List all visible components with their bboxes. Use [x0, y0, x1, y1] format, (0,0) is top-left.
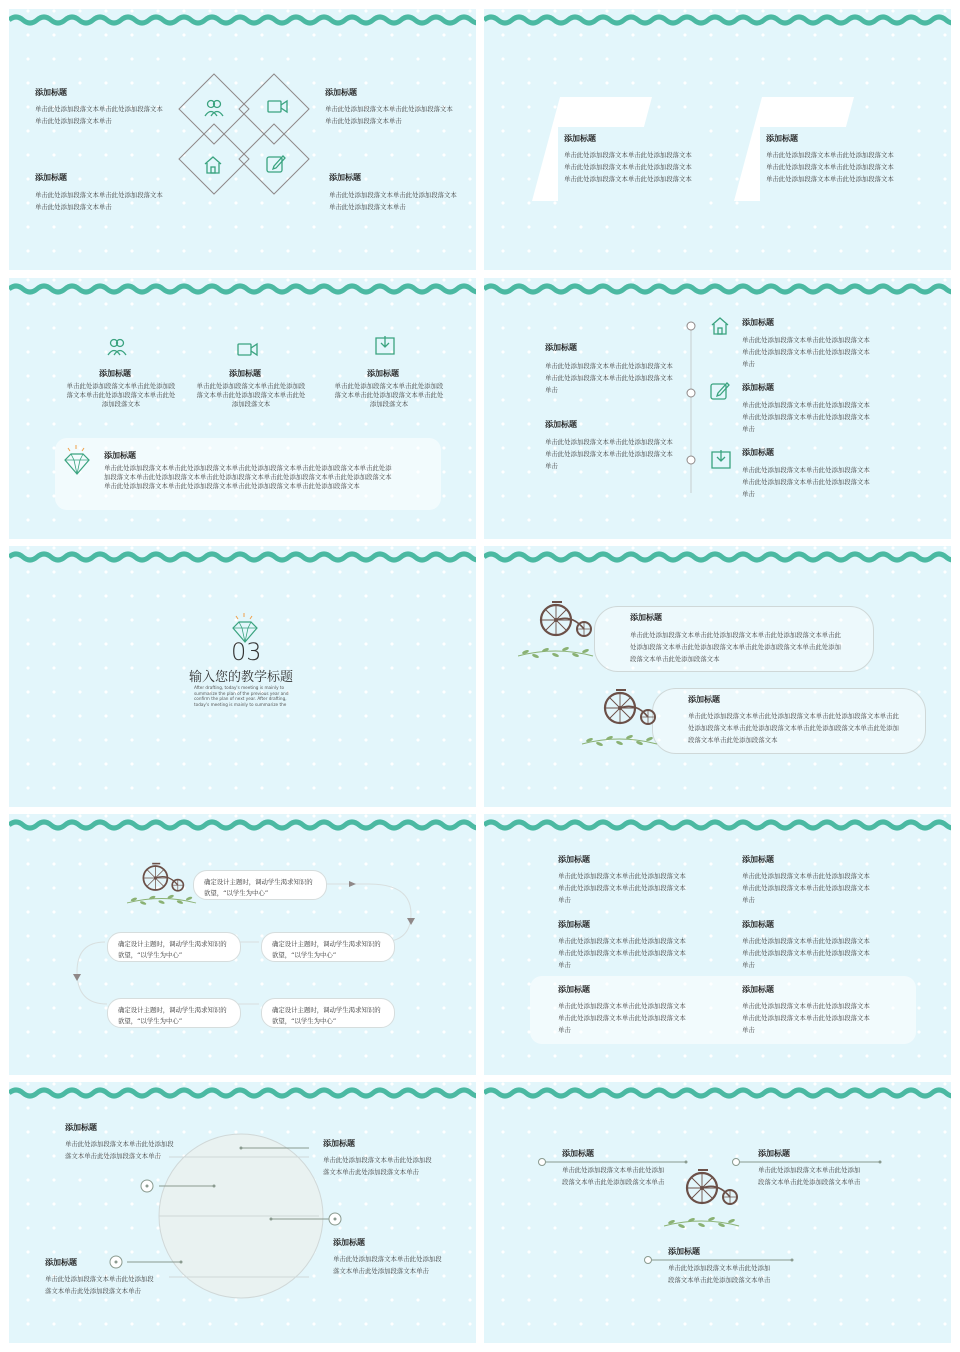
block-title: 添加标题: [99, 369, 131, 378]
connector-lines: [484, 1082, 951, 1343]
bicycle-icon: [602, 688, 662, 730]
slide-2[interactable]: [484, 9, 951, 270]
block-title: 添加标题: [325, 88, 357, 97]
video-icon: [267, 99, 289, 115]
block-text: 单击此处添加段落文本单击此处添加段落文本单击此处添加段落文本单击: [758, 1166, 861, 1186]
block-title: 添加标题: [758, 1149, 790, 1158]
block-title: 添加标题: [329, 173, 361, 182]
block-title: 添加标题: [668, 1247, 700, 1256]
step-pill: 确定设计主题时，调动学生渴求知识的欲望，“以学生为中心”: [261, 932, 395, 962]
step-pill: 确定设计主题时，调动学生渴求知识的欲望，“以学生为中心”: [193, 870, 327, 900]
bicycle-icon: [684, 1168, 746, 1210]
block-text: 单击此处添加段落文本单击此处添加段落文本单击此处添加段落文本单击: [333, 1255, 442, 1275]
block-title: 添加标题: [766, 134, 798, 143]
section-subtitle: After drafting, today's meeting is mainly to summarize the plan of the previous year and confirm the plan of next year. After drafting, today's meeting is mainly to summarize the: [194, 685, 289, 707]
edit-icon: [266, 154, 286, 174]
wave-border: [484, 814, 951, 836]
wave-border: [484, 278, 951, 300]
block-title: 添加标题: [229, 369, 261, 378]
block-title: 添加标题: [35, 173, 67, 182]
video-icon: [237, 342, 259, 358]
diamond-grid: [169, 64, 319, 204]
home-icon: [203, 155, 223, 175]
leaf-branch-icon: [518, 646, 598, 662]
diamond-icon: [61, 444, 91, 476]
block-title: 添加标题: [688, 695, 720, 704]
block-title: 添加标题: [545, 343, 577, 352]
block-title: 添加标题: [742, 383, 774, 392]
block-text: 单击此处添加段落文本单击此处添加段落文本单击此处添加段落文本单击此处添加段落文本单击: [742, 872, 870, 904]
slide-8[interactable]: [484, 814, 951, 1075]
block-text: 单击此处添加段落文本单击此处添加段落文本单击此处添加段落文本单击此处添加段落文本: [196, 382, 306, 408]
step-pill: 确定设计主题时，调动学生渴求知识的欲望，“以学生为中心”: [261, 998, 395, 1028]
block-title: 添加标题: [564, 134, 596, 143]
wave-border: [484, 9, 951, 31]
users-icon: [204, 99, 224, 117]
block-title: 添加标题: [367, 369, 399, 378]
block-title: 添加标题: [742, 920, 774, 929]
block-text: 单击此处添加段落文本单击此处添加段落文本单击此处添加段落文本单击此处添加段落文本单击: [558, 1002, 686, 1034]
block-title: 添加标题: [742, 985, 774, 994]
block-text: 单击此处添加段落文本单击此处添加段落文本单击此处添加段落文本单击此处添加段落文本单击此处添加段落文本单击此处添加段落文本: [766, 151, 894, 183]
block-title: 添加标题: [558, 855, 590, 864]
block-text: 单击此处添加段落文本单击此处添加段落文本单击此处添加段落文本单击: [562, 1166, 665, 1186]
block-title: 添加标题: [558, 985, 590, 994]
leaf-branch-icon: [127, 894, 199, 908]
block-text: 单击此处添加段落文本单击此处添加段落文本单击此处添加段落文本单击此处添加段落文本单击此处添加段落文本单击此处添加段落文本单击此处添加段落文本单击此处添加段落文本: [630, 631, 841, 663]
block-text: 单击此处添加段落文本单击此处添加段落文本单击此处添加段落文本单击此处添加段落文本单击此处添加段落文本单击此处添加段落文本单击此处添加段落文本单击此处添加段落文本单击此处添加段落文本单击此处添加段落文本单击此处添加段落文本单击此处添加段落文本单击此处添加段落文本: [104, 464, 392, 490]
block-text: 单击此处添加段落文本单击此处添加段落文本单击此处添加段落文本单击: [65, 1140, 174, 1160]
block-text: 单击此处添加段落文本单击此处添加段落文本单击此处添加段落文本单击: [323, 1156, 432, 1176]
block-text: 单击此处添加段落文本单击此处添加段落文本单击此处添加段落文本单击此处添加段落文本单击: [742, 466, 870, 498]
block-text: 单击此处添加段落文本单击此处添加段落文本单击此处添加段落文本单击此处添加段落文本单击: [742, 401, 870, 433]
block-text: 单击此处添加段落文本单击此处添加段落文本单击此处添加段落文本单击此处添加段落文本单击此处添加段落文本单击此处添加段落文本: [564, 151, 692, 183]
block-text: 单击此处添加段落文本单击此处添加段落文本单击此处添加段落文本单击此处添加段落文本单击: [558, 937, 686, 969]
slide-5[interactable]: [9, 546, 476, 807]
block-text: 单击此处添加段落文本单击此处添加段落文本单击此处添加段落文本单击此处添加段落文本单击此处添加段落文本单击此处添加段落文本单击此处添加段落文本单击此处添加段落文本: [688, 712, 899, 744]
slide-3[interactable]: [9, 278, 476, 539]
slide-7[interactable]: [9, 814, 476, 1075]
edit-icon: [710, 381, 730, 401]
step-pill: 确定设计主题时，调动学生渴求知识的欲望，“以学生为中心”: [107, 998, 241, 1028]
block-text: 单击此处添加段落文本单击此处添加段落文本单击此处添加段落文本单击: [35, 191, 163, 211]
slide-4[interactable]: [484, 278, 951, 539]
block-text: 单击此处添加段落文本单击此处添加段落文本单击此处添加段落文本单击: [35, 105, 163, 125]
block-title: 添加标题: [545, 420, 577, 429]
home-icon: [710, 316, 730, 336]
timeline-line: [684, 318, 698, 498]
slide-10[interactable]: [484, 1082, 951, 1343]
block-title: 添加标题: [742, 318, 774, 327]
block-title: 添加标题: [558, 920, 590, 929]
block-title: 添加标题: [630, 613, 662, 622]
block-text: 单击此处添加段落文本单击此处添加段落文本单击此处添加段落文本单击此处添加段落文本: [334, 382, 444, 408]
download-box-icon: [374, 334, 396, 356]
block-text: 单击此处添加段落文本单击此处添加段落文本单击此处添加段落文本单击: [45, 1275, 154, 1295]
block-title: 添加标题: [35, 88, 67, 97]
block-text: 单击此处添加段落文本单击此处添加段落文本单击此处添加段落文本单击此处添加段落文本单击: [558, 872, 686, 904]
wave-border: [484, 546, 951, 568]
block-title: 添加标题: [742, 855, 774, 864]
section-title: 输入您的教学标题: [189, 670, 294, 685]
slide-1[interactable]: [9, 9, 476, 270]
block-title: 添加标题: [742, 448, 774, 457]
flow-path: [9, 814, 476, 1075]
slide-6[interactable]: [484, 546, 951, 807]
block-text: 单击此处添加段落文本单击此处添加段落文本单击此处添加段落文本单击此处添加段落文本单击: [742, 336, 870, 368]
leaf-branch-icon: [582, 734, 662, 750]
block-title: 添加标题: [323, 1139, 355, 1148]
block-text: 单击此处添加段落文本单击此处添加段落文本单击此处添加段落文本单击此处添加段落文本单击: [742, 937, 870, 969]
block-text: 单击此处添加段落文本单击此处添加段落文本单击此处添加段落文本单击: [325, 105, 453, 125]
block-title: 添加标题: [65, 1123, 97, 1132]
users-icon: [106, 338, 128, 356]
leaf-branch-icon: [664, 1216, 744, 1232]
step-pill: 确定设计主题时，调动学生渴求知识的欲望，“以学生为中心”: [107, 932, 241, 962]
wave-border: [9, 9, 476, 31]
block-title: 添加标题: [104, 451, 136, 460]
download-box-icon: [710, 448, 732, 470]
block-title: 添加标题: [45, 1258, 77, 1267]
wave-border: [9, 546, 476, 568]
slide-9[interactable]: [9, 1082, 476, 1343]
bicycle-icon: [538, 600, 598, 642]
block-title: 添加标题: [333, 1238, 365, 1247]
block-text: 单击此处添加段落文本单击此处添加段落文本单击此处添加段落文本单击此处添加段落文本单击: [545, 362, 673, 394]
block-text: 单击此处添加段落文本单击此处添加段落文本单击此处添加段落文本单击此处添加段落文本单击: [742, 1002, 870, 1034]
block-text: 单击此处添加段落文本单击此处添加段落文本单击此处添加段落文本单击此处添加段落文本: [66, 382, 176, 408]
section-number: 03: [231, 638, 262, 666]
block-text: 单击此处添加段落文本单击此处添加段落文本单击此处添加段落文本单击: [329, 191, 457, 211]
block-title: 添加标题: [562, 1149, 594, 1158]
block-text: 单击此处添加段落文本单击此处添加段落文本单击此处添加段落文本单击: [668, 1264, 771, 1284]
block-text: 单击此处添加段落文本单击此处添加段落文本单击此处添加段落文本单击此处添加段落文本单击: [545, 438, 673, 470]
wave-border: [9, 278, 476, 300]
